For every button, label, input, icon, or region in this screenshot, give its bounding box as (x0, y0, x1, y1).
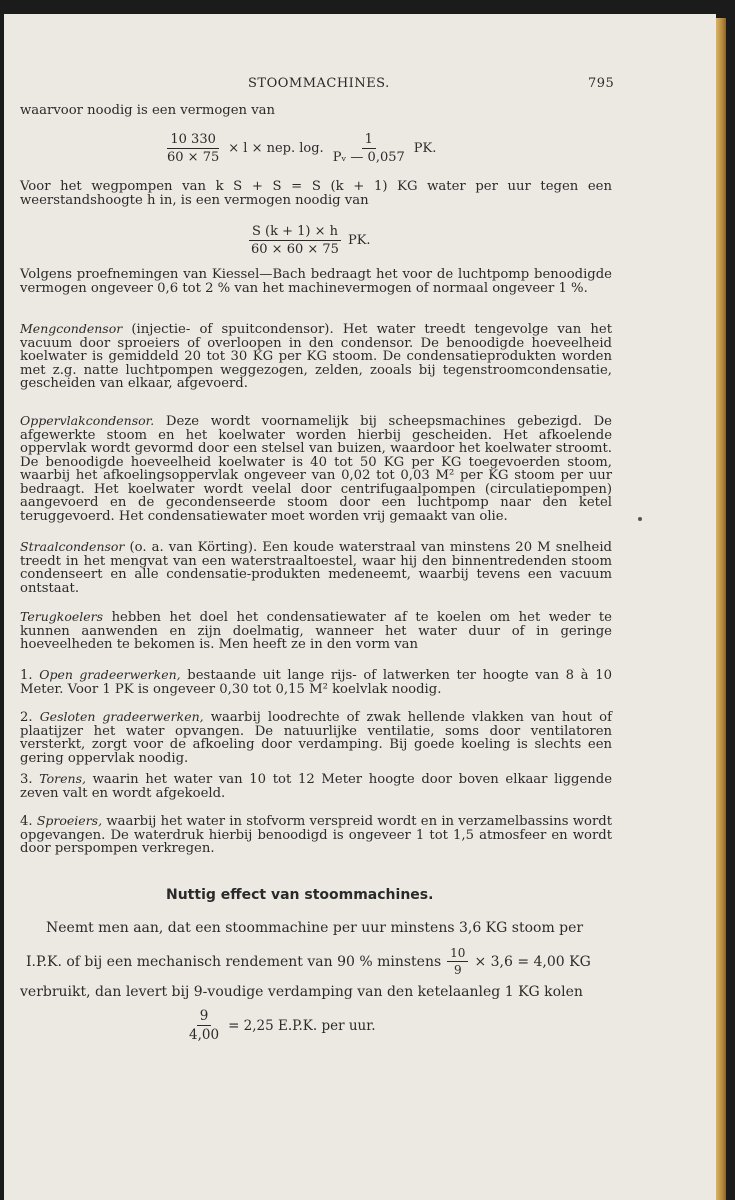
list-item-sproeiers: 4. Sproeiers, waarbij het water in stofvorm verspreid wordt en in verzamelbassins wordt opgevangen. De waterdruk hierbij benoodigd is ongeveer 1 tot 1,5 atmosfeer en wordt door perspompen verkregen. (20, 813, 612, 856)
section-title: Nuttig effect van stoommachines. (166, 887, 434, 903)
paragraph-terugkoelers: Terugkoelers hebben het doel het condensatiewater af te koelen om het weder te kunnen aanwenden en zijn doelmatig, wanneer het water duur of in geringe hoeveelheden te bekomen is. Men heeft ze in den vorm van (20, 609, 612, 652)
final-formula: $\frac{9}{4,00}$ = 2,25 E.P.K. per uur. (186, 1008, 376, 1043)
nuttig-line-3: verbruikt, dan levert bij 9-voudige verdamping van den ketelaanleg 1 KG kolen (20, 984, 583, 1000)
page-number: 795 (588, 76, 615, 91)
formula-vacuum-power: $\frac{10 330}{60 \times 75}$ × l × nep. log. $\frac{1}{\text{Pᵥ — 0,057}}$ PK. (164, 132, 436, 165)
nuttig-fraction: $\frac{10}{9}$ (447, 946, 468, 977)
book-page (4, 14, 716, 1200)
book-edge (716, 18, 726, 1200)
nuttig-line-2: I.P.K. of bij een mechanisch rendement van 90 % minstens $\frac{10}{9}$ × 3,6 = 4,00 KG (26, 946, 591, 977)
paragraph-kiessel: Volgens proefnemingen van Kiessel—Bach bedraagt het voor de luchtpomp benoodigde vermogen ongeveer 0,6 tot 2 % van het machinevermogen of normaal ongeveer 1 %. (20, 267, 612, 296)
margin-mark (638, 517, 642, 521)
formula1-log-fraction: $\frac{1}{\text{Pᵥ — 0,057}}$ (332, 132, 405, 165)
intro-line: waarvoor noodig is een vermogen van (20, 103, 276, 118)
list-item-torens: 3. Torens, waarin het water van 10 tot 12 Meter hoogte door boven elkaar liggende zeven valt en wordt afgekoeld. (20, 771, 612, 801)
list-item-gesloten-gradeerwerken: 2. Gesloten gradeerwerken, waarbij loodrechte of zwak hellende vlakken van hout of plaatijzer het water opvangen. De natuurlijke ventilatie, soms door ventilatoren versterkt, zorgt voor de afkoeling door verdamping. Bij goede koeling is slechts een gering oppervlak noodig. (20, 709, 612, 766)
list-item-open-gradeerwerken: 1. Open gradeerwerken, bestaande uit lange rijs- of latwerken ter hoogte van 8 à 10 Meter. Voor 1 PK is ongeveer 0,30 tot 0,15 M² koelvlak noodig. (20, 667, 612, 697)
paragraph-mengcondensor: Mengcondensor (injectie- of spuitcondensor). Het water treedt tengevolge van het vacuum door sproeiers of overloopen in den condensor. De benoodigde hoeveelheid koelwater is gemiddeld 20 tot 30 KG per KG stoom. De condensatieprodukten worden met z.g. natte luchtpompen weggezogen, zelden, zooals bij tegenstroomcondensatie, gescheiden van elkaar, afgevoerd. (20, 321, 612, 391)
formula2-fraction: $\frac{S (k + 1) \times h}{60 \times 60 \times 75}$ (248, 224, 342, 257)
formula-pump-power: $\frac{S (k + 1) \times h}{60 \times 60 \times 75}$ PK. (248, 224, 371, 257)
nuttig-line-1: Neemt men aan, dat een stoommachine per uur minstens 3,6 KG stoom per (46, 920, 584, 936)
running-title: STOOMMACHINES. (248, 76, 390, 91)
paragraph-oppervlakcondensor: Oppervlakcondensor. Deze wordt voornamelijk bij scheepsmachines gebezigd. De afgewerkte stoom en het koelwater worden hierbij gescheiden. Het afkoelende oppervlak wordt gevormd door een stelsel van buizen, waardoor het koelwater stroomt. De benoodigde hoeveelheid koelwater is 40 tot 50 KG per KG toegevoerden stoom, waarbij het afkoelingsoppervlak ongeveer van 0,02 tot 0,03 M² per KG stoom per uur bedraagt. Het koelwater wordt veelal door centrifugaalpompen (circulatiepompen) aangevoerd en de gecondenseerde stoom door een luchtpomp naar den ketel teruggevoerd. Het condensatiewater moet worden vrij gemaakt van olie. (20, 413, 612, 524)
paragraph-straalcondensor: Straalcondensor (o. a. van Körting). Een koude waterstraal van minstens 20 M snelheid treedt in het mengvat van een waterstraaltoestel, waar hij den binnentredenden stoom condenseert en alle condensatie-produkten medeneemt, waarbij tevens een vacuum ontstaat. (20, 539, 612, 596)
formula1-fraction: $\frac{10 330}{60 \times 75}$ (167, 132, 220, 165)
final-fraction: $\frac{9}{4,00}$ (189, 1008, 220, 1043)
paragraph-pump: Voor het wegpompen van k S + S = S (k + 1) KG water per uur tegen een weerstandshoogte h in, is een vermogen noodig van (20, 179, 612, 208)
